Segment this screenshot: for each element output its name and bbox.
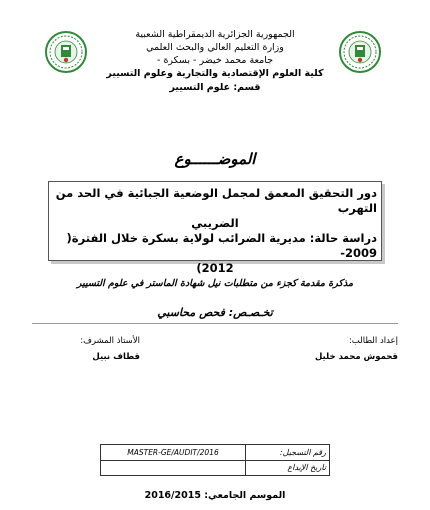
deposit-date-value xyxy=(101,460,245,475)
memo-purpose: مذكرة مقدمة كجزء من متطلبات نيل شهادة الماستر في علوم التسيير xyxy=(76,278,354,289)
student-label: إعداد الطالب: xyxy=(348,336,398,346)
header-ministry: وزارة التعليم العالي والبحث العلمي xyxy=(146,42,284,53)
registration-row xyxy=(101,445,329,461)
header-republic: الجمهورية الجزائرية الديمقراطية الشعبية xyxy=(135,29,295,40)
registration-box xyxy=(100,444,330,476)
supervisor-name: قطاف نبيل xyxy=(92,352,140,362)
subject-heading: الموضــــــوع xyxy=(174,150,256,168)
topic-line: 2012) xyxy=(196,261,234,275)
academic-year: الموسم الجامعي: 2016/2015 xyxy=(144,490,286,501)
divider xyxy=(32,323,398,324)
supervisor-label: الأستاذ المشرف: xyxy=(80,336,140,346)
header-university: جامعة محمد خيضر - بسكرة - xyxy=(157,55,273,66)
deposit-row xyxy=(101,460,329,475)
deposit-date-label: تاريخ الإيداع xyxy=(245,460,329,475)
header-department: قسم: علوم التسيير xyxy=(169,82,261,93)
specialty: تخـصـص: فحص محاسبي xyxy=(157,306,273,319)
registration-number-value: MASTER-GE/AUDIT/2016 xyxy=(127,448,219,457)
header-faculty: كلية العلوم الإقتصادية والتجارية وعلوم التسيير xyxy=(106,68,324,79)
topic-line: الضريبي xyxy=(191,216,239,230)
registration-number-label: رقم التسجيل: xyxy=(245,445,329,460)
topic-line: دراسة حالة: مديرية الضرائب لولاية بسكرة خلال الفترة( 2009- xyxy=(66,231,377,260)
topic-line: دور التحقيق المعمق لمجمل الوضعية الجبائية في الحد من التهرب xyxy=(55,186,377,215)
topic-box xyxy=(48,181,382,275)
topic-text xyxy=(53,186,377,276)
student-name: قحموش محمد خليل xyxy=(314,352,398,362)
